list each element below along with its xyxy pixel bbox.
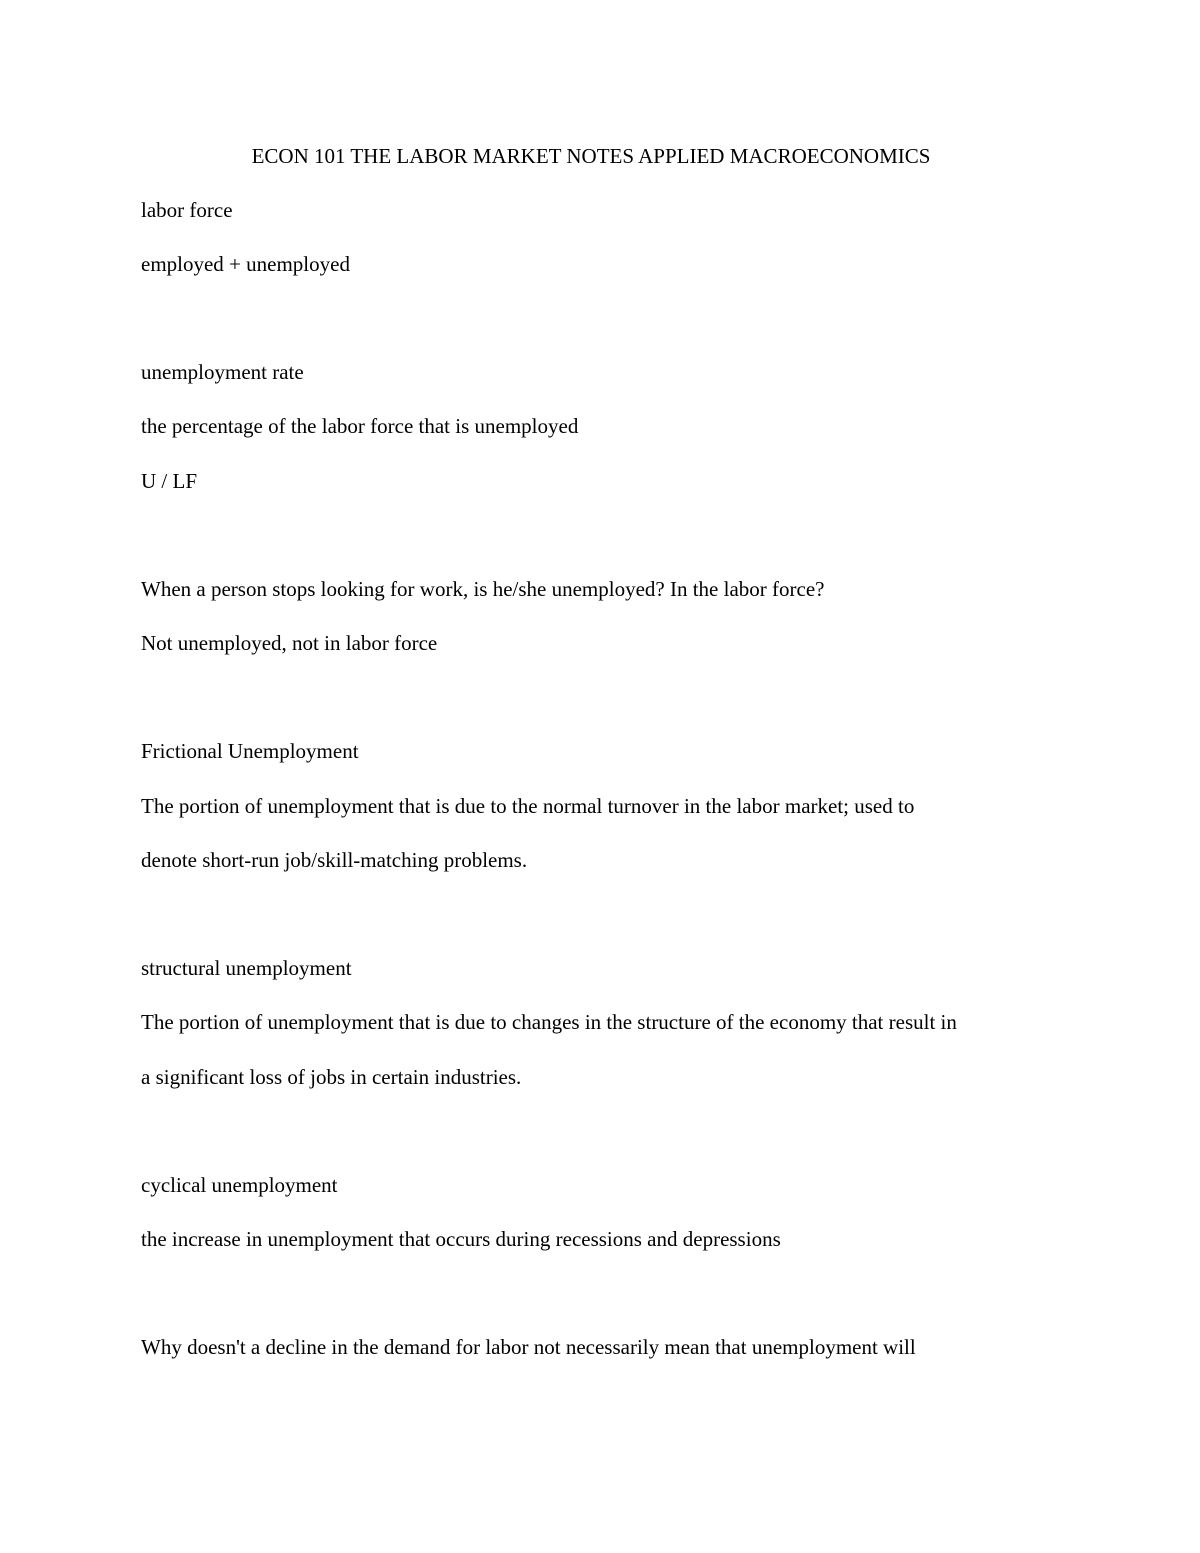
question-demand-for-labor: Why doesn't a decline in the demand for labor not necessarily mean that unemployment will	[141, 1335, 916, 1359]
term-labor-force: labor force	[141, 198, 233, 222]
definition-structural-line-2: a significant loss of jobs in certain industries.	[141, 1065, 522, 1089]
formula-unemployment-rate: U / LF	[141, 469, 198, 493]
term-frictional-unemployment: Frictional Unemployment	[141, 739, 359, 763]
term-structural-unemployment: structural unemployment	[141, 956, 352, 980]
definition-structural-line-1: The portion of unemployment that is due to changes in the structure of the economy that result in	[141, 1010, 957, 1034]
definition-cyclical: the increase in unemployment that occurs during recessions and depressions	[141, 1227, 781, 1251]
question-stops-looking: When a person stops looking for work, is he/she unemployed? In the labor force?	[141, 577, 825, 601]
answer-stops-looking: Not unemployed, not in labor force	[141, 631, 438, 655]
definition-frictional-line-1: The portion of unemployment that is due to the normal turnover in the labor market; used to	[141, 794, 915, 818]
definition-unemployment-rate: the percentage of the labor force that is unemployed	[141, 414, 579, 438]
term-unemployment-rate: unemployment rate	[141, 360, 304, 384]
page-title: ECON 101 THE LABOR MARKET NOTES APPLIED MACROECONOMICS	[251, 144, 931, 168]
term-cyclical-unemployment: cyclical unemployment	[141, 1173, 338, 1197]
definition-frictional-line-2: denote short-run job/skill-matching problems.	[141, 848, 528, 872]
definition-labor-force: employed + unemployed	[141, 252, 350, 276]
